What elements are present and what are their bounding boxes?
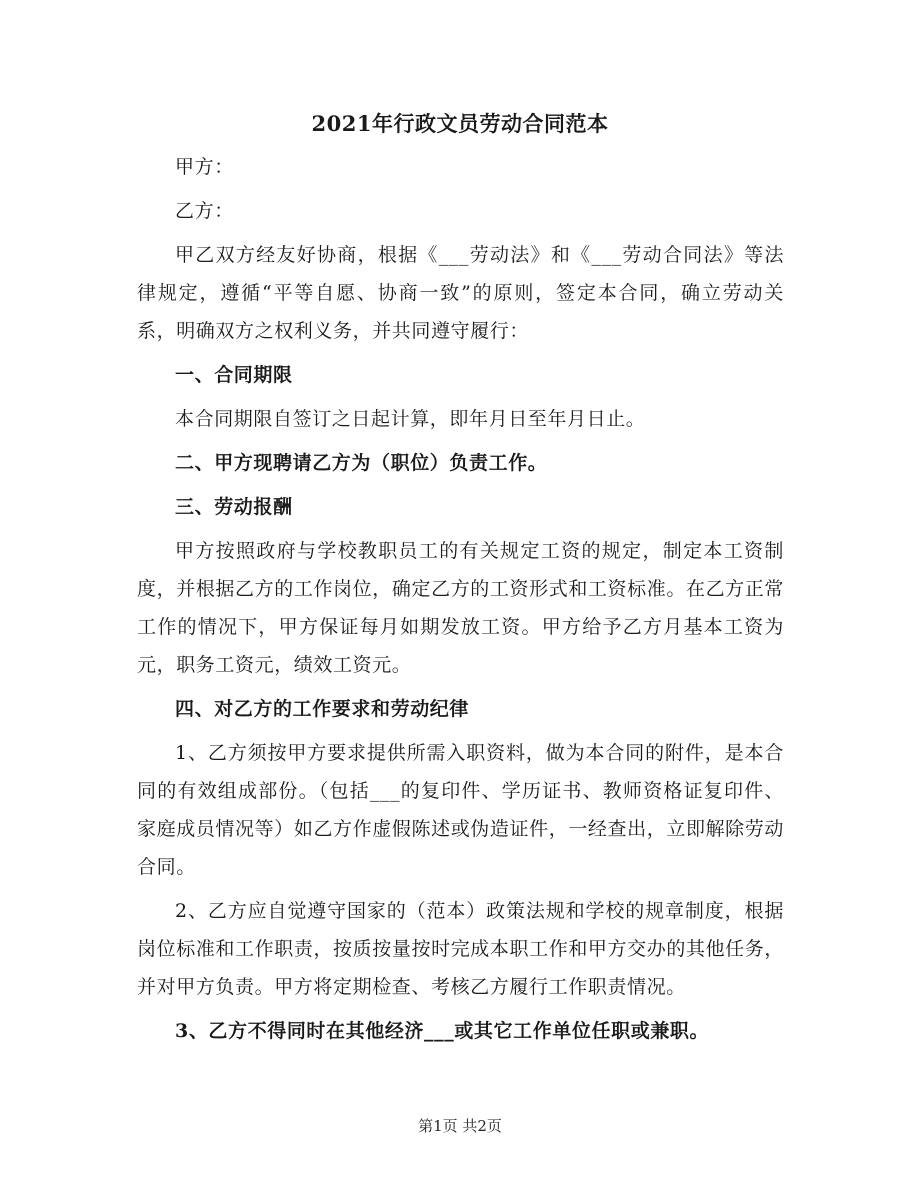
section-4-heading: 四、对乙方的工作要求和劳动纪律	[175, 698, 470, 720]
section-1-heading: 一、合同期限	[175, 364, 293, 386]
section-3-heading: 三、劳动报酬	[175, 496, 293, 518]
section-4-item-1: 1、乙方须按甲方要求提供所需入职资料，做为本合同的附件，是本合同的有效组成部份。（包括___的复印件、学历证书、教师资格证复印件、家庭成员情况等）如乙方作虚假陈述或伪造证件，一经查出，立即解除劳动合同。	[137, 742, 784, 878]
party-a-label: 甲方：	[175, 156, 234, 178]
section-4-item-3: 3、乙方不得同时在其他经济___或其它工作单位任职或兼职。	[175, 1020, 710, 1042]
page-title: 2021年行政文员劳动合同范本	[311, 111, 609, 136]
intro-paragraph: 甲乙双方经友好协商，根据《___劳动法》和《___劳动合同法》等法律规定，遵循“平等自愿、协商一致”的原则，签定本合同，确立劳动关系，明确双方之权利义务，并共同遵守履行：	[137, 244, 784, 342]
page-number: 第1页 共2页	[418, 1117, 502, 1135]
party-b-label: 乙方：	[175, 200, 234, 222]
section-3-text: 甲方按照政府与学校教职员工的有关规定工资的规定，制定本工资制度，并根据乙方的工作岗位，确定乙方的工资形式和工资标准。在乙方正常工作的情况下，甲方保证每月如期发放工资。甲方给予乙方月基本工资为元，职务工资元，绩效工资元。	[137, 540, 784, 676]
section-2-heading: 二、甲方现聘请乙方为（职位）负责工作。	[175, 452, 548, 474]
section-1-text: 本合同期限自签订之日起计算，即年月日至年月日止。	[175, 408, 646, 430]
document-body	[137, 148, 784, 1050]
section-4-item-2: 2、乙方应自觉遵守国家的（范本）政策法规和学校的规章制度，根据岗位标准和工作职责，按质按量按时完成本职工作和甲方交办的其他任务，并对甲方负责。甲方将定期检查、考核乙方履行工作职责情况。	[137, 900, 784, 998]
